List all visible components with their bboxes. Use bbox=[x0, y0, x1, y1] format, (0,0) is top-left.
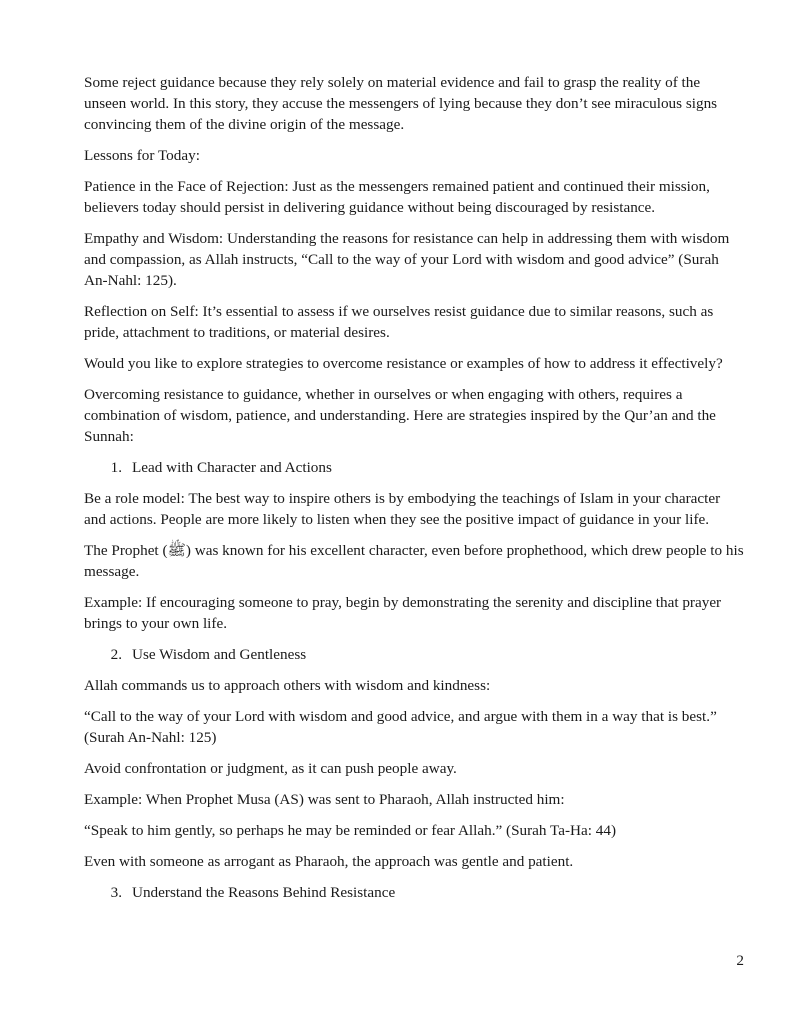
list-text: Use Wisdom and Gentleness bbox=[132, 646, 307, 663]
paragraph-role-model: Be a role model: The best way to inspire others is by embodying the teachings of Islam in your character and actions. People are more likely to listen when they see the positive impact of guidance in your life. bbox=[84, 490, 721, 528]
paragraph-quote-taha: “Speak to him gently, so perhaps he may be reminded or fear Allah.” (Surah Ta-Ha: 44) bbox=[84, 822, 617, 839]
paragraph-overcoming: Overcoming resistance to guidance, whether in ourselves or when engaging with others, requires a combination of wisdom, patience, and understanding. Here are strategies inspired by the Qur’an and the Sunnah: bbox=[84, 386, 716, 445]
paragraph-example-musa: Example: When Prophet Musa (AS) was sent to Pharaoh, Allah instructed him: bbox=[84, 791, 565, 808]
paragraph-quote-nahl: “Call to the way of your Lord with wisdom and good advice, and argue with them in a way that is best.” (Surah An-Nahl: 125) bbox=[84, 708, 717, 746]
paragraph-question: Would you like to explore strategies to overcome resistance or examples of how to address it effectively? bbox=[84, 355, 723, 372]
list-number: 3. bbox=[110, 884, 122, 901]
paragraph-prophet-character: The Prophet (ﷺ) was known for his excellent character, even before prophethood, which drew people to his message. bbox=[84, 542, 744, 580]
paragraph-avoid-confrontation: Avoid confrontation or judgment, as it can push people away. bbox=[84, 760, 457, 777]
page-content bbox=[84, 72, 744, 913]
list-item-2 bbox=[84, 644, 744, 665]
list-item-3 bbox=[84, 882, 744, 903]
paragraph-allah-commands: Allah commands us to approach others with wisdom and kindness: bbox=[84, 677, 491, 694]
list-text: Lead with Character and Actions bbox=[132, 459, 332, 476]
paragraph-example-pray: Example: If encouraging someone to pray, begin by demonstrating the serenity and discipline that prayer brings to your own life. bbox=[84, 594, 722, 632]
paragraph-patience: Patience in the Face of Rejection: Just as the messengers remained patient and continued their mission, believers today should persist in delivering guidance without being discouraged by resistance. bbox=[84, 178, 710, 216]
list-number: 2. bbox=[110, 646, 122, 663]
list-number: 1. bbox=[110, 459, 122, 476]
paragraph-empathy: Empathy and Wisdom: Understanding the reasons for resistance can help in addressing them with wisdom and compassion, as Allah instructs, “Call to the way of your Lord with wisdom and good advice” (Surah An-Nahl: 125). bbox=[84, 230, 730, 289]
page-number: 2 bbox=[736, 952, 744, 969]
paragraph-pharaoh: Even with someone as arrogant as Pharaoh, the approach was gentle and patient. bbox=[84, 853, 574, 870]
list-text: Understand the Reasons Behind Resistance bbox=[132, 884, 396, 901]
lessons-heading: Lessons for Today: bbox=[84, 147, 200, 164]
list-item-1 bbox=[84, 457, 744, 478]
paragraph-reflection: Reflection on Self: It’s essential to assess if we ourselves resist guidance due to similar reasons, such as pride, attachment to traditions, or material desires. bbox=[84, 303, 714, 341]
paragraph-material-evidence: Some reject guidance because they rely solely on material evidence and fail to grasp the reality of the unseen world. In this story, they accuse the messengers of lying because they don’t see miraculous signs convincing them of the divine origin of the message. bbox=[84, 74, 718, 133]
